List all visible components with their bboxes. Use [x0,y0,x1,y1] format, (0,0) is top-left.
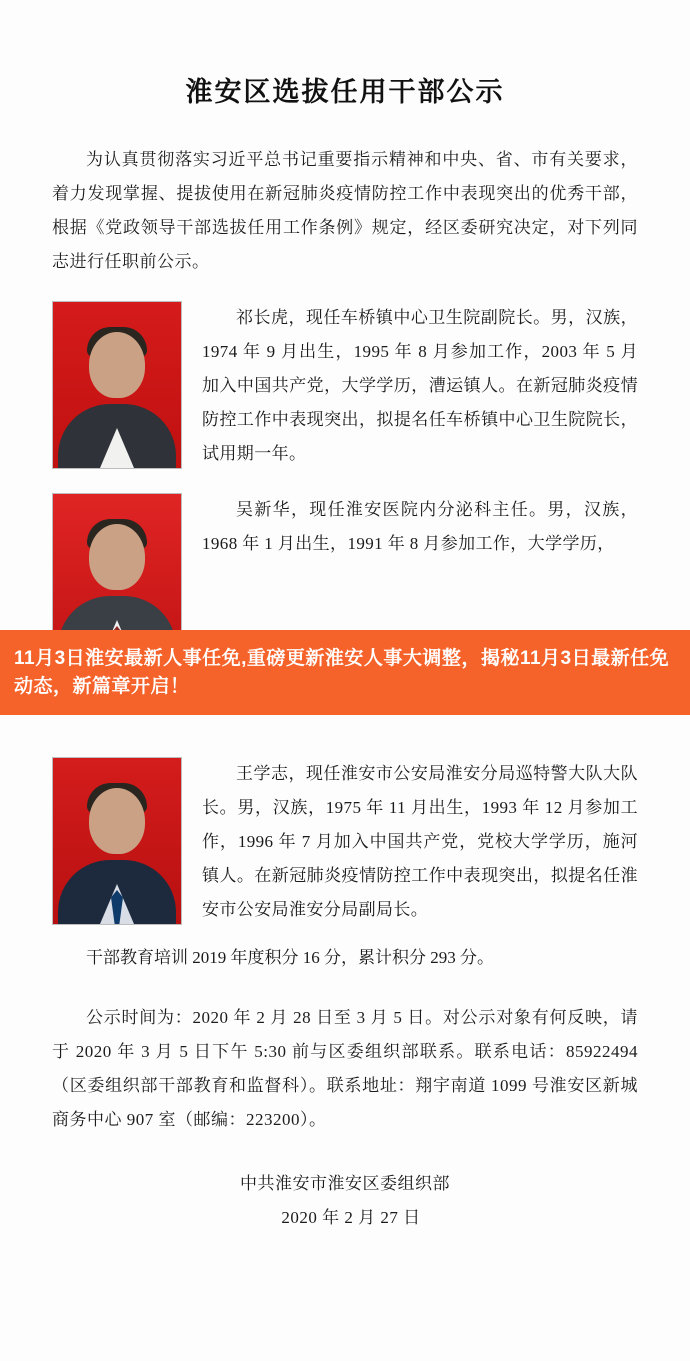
headline-banner-text [14,645,676,700]
avatar [52,757,182,925]
person-bio-container [202,301,638,471]
intro-paragraph: 为认真贯彻落实习近平总书记重要指示精神和中央、省、市有关要求，着力发现掌握、提拔使用在新冠肺炎疫情防控工作中表现突出的优秀干部，根据《党政领导干部选拔任用工作条例》规定，经区委研究决定，对下列同志进行任职前公示。 [52,150,638,271]
person-bio: 王学志，现任淮安市公安局淮安分局巡特警大队大队长。男，汉族，1975 年 11 月出生，1993 年 12 月参加工作，1996 年 7 月加入中国共产党，党校大学学历，施河镇人。在新冠肺炎疫情防控工作中表现突出，拟提名任淮安市公安局淮安分局副局长。 [202,764,638,919]
person-bio-container [202,493,638,561]
avatar-head-shape [89,788,145,854]
person-entry [52,757,638,927]
person-bio: 祁长虎，现任车桥镇中心卫生院副院长。男，汉族，1974 年 9 月出生，1995 年 8 月参加工作，2003 年 5 月加入中国共产党，大学学历，漕运镇人。在新冠肺炎疫情防控工作中表现突出，拟提名任车桥镇中心卫生院院长，试用期一年。 [202,308,638,463]
person-bio: 吴新华，现任淮安医院内分泌科主任。男，汉族，1968 年 1 月出生，1991 年 8 月参加工作，大学学历， [202,500,638,553]
person-bio-container [202,757,638,927]
signature-block [52,1167,638,1235]
signature-org: 中共淮安市淮安区委组织部 [240,1174,450,1193]
avatar-head-shape [89,332,145,398]
headline-banner [0,630,690,715]
avatar-head-shape [89,524,145,590]
person-entry [52,301,638,471]
signature-date: 2020 年 2 月 27 日 [281,1208,421,1227]
headline-line-1: 11月3日淮安最新人事任免,重磅更新淮安人事大调整 [14,647,462,669]
person-training-note: 干部教育培训 2019 年度积分 16 分，累计积分 293 分。 [86,948,494,967]
page-title: 淮安区选拔任用干部公示 [185,77,505,107]
closing-paragraph: 公示时间为：2020 年 2 月 28 日至 3 月 5 日。对公示对象有何反映，请于 2020 年 3 月 5 日下午 5:30 前与区委组织部联系。联系电话：85922494（区委组织部干部教育和监督科）。联系地址：翔宇南道 1099 号淮安区新城商务中心 907 室（邮编：223200）。 [52,1008,638,1129]
avatar [52,301,182,469]
headline-line-2: ，揭秘11月3日最新任免动态，新篇章开启！ [14,647,670,697]
